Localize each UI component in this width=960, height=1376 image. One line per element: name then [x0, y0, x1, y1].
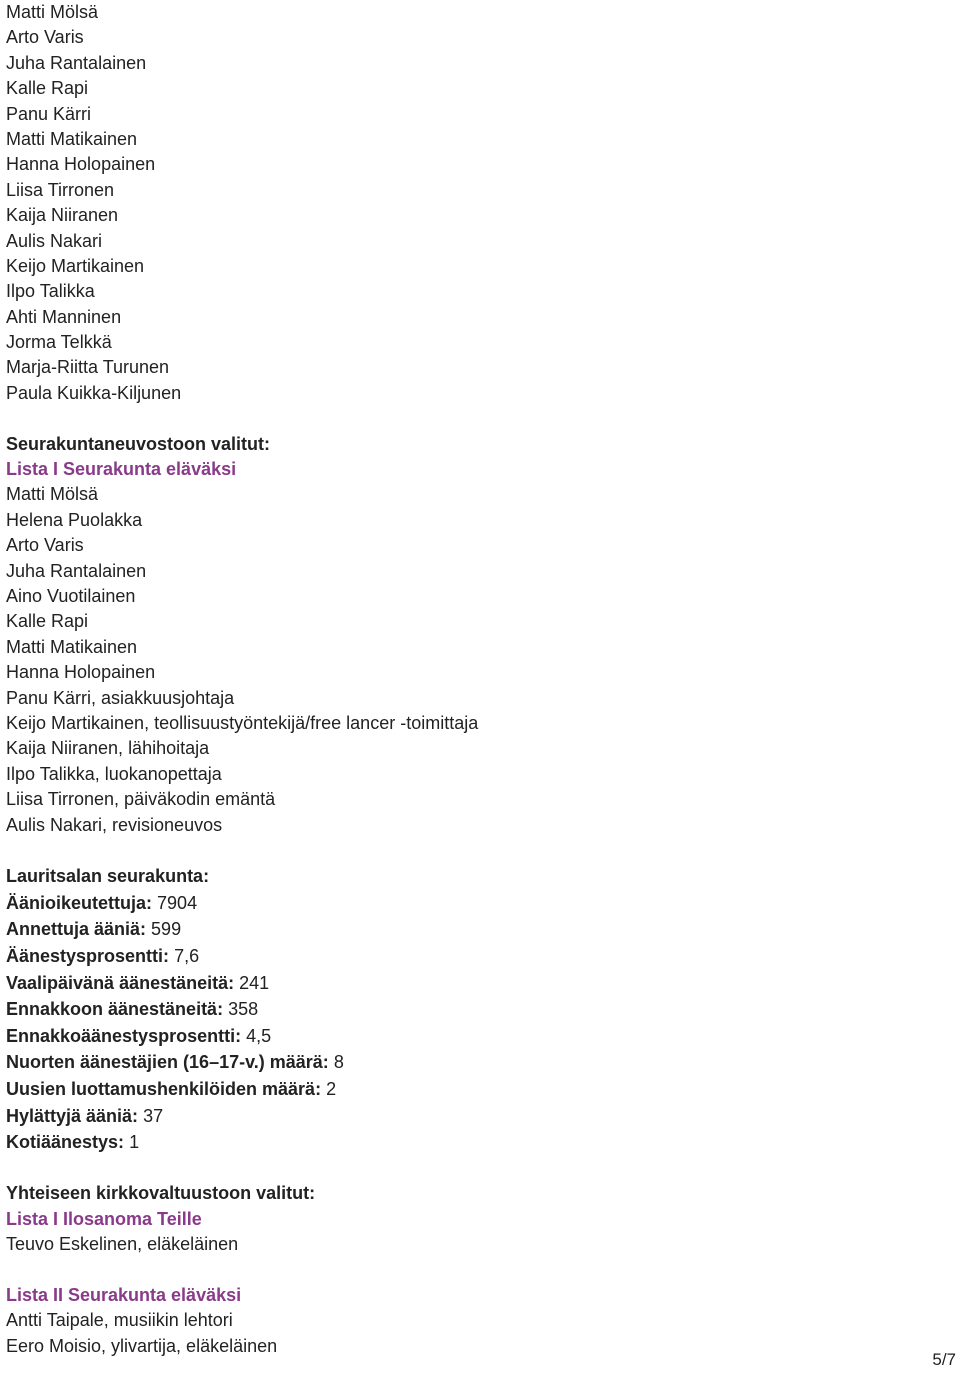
list-item: Ahti Manninen: [6, 306, 122, 327]
list-item: Hanna Holopainen: [6, 662, 156, 683]
stat-row-advance-turnout: [6, 1023, 946, 1050]
list-item: Aino Vuotilainen: [6, 585, 136, 606]
list-item: Eero Moisio, ylivartija, eläkeläinen: [6, 1335, 278, 1356]
stat-value: 1: [129, 1132, 140, 1153]
list-item: Liisa Tirronen: [6, 179, 115, 200]
list-item: Matti Mölsä: [6, 484, 99, 505]
list-item: Ilpo Talikka, luokanopettaja: [6, 763, 222, 784]
stat-label: Äänestysprosentti:: [6, 946, 170, 967]
list-item: Juha Rantalainen: [6, 52, 147, 73]
list-item: Antti Taipale, musiikin lehtori: [6, 1310, 233, 1331]
stat-row-turnout: [6, 943, 946, 970]
spacer: [6, 838, 946, 863]
list-item: Matti Matikainen: [6, 636, 138, 657]
list-item: Marja-Riitta Turunen: [6, 357, 170, 378]
parish-stats-section: [6, 863, 946, 1156]
list-item: Helena Puolakka: [6, 509, 143, 530]
document-page: [6, 0, 946, 1359]
section-heading: Lauritsalan seurakunta:: [6, 866, 210, 887]
list-item: Kaija Niiranen: [6, 205, 119, 226]
stat-label: Hylättyjä ääniä:: [6, 1105, 139, 1126]
list-item: Panu Kärri: [6, 103, 92, 124]
list-item: Keijo Martikainen, teollisuustyöntekijä/free lancer -toimittaja: [6, 712, 479, 733]
list-item: Kalle Rapi: [6, 78, 89, 99]
list-item: Paula Kuikka-Kiljunen: [6, 382, 182, 403]
stat-label: Kotiäänestys:: [6, 1132, 125, 1153]
stat-value: 37: [143, 1105, 164, 1126]
spacer: [6, 406, 946, 431]
list-item: Kalle Rapi: [6, 611, 89, 632]
list-item: Kaija Niiranen, lähihoitaja: [6, 738, 210, 759]
stat-label: Ennakkoon äänestäneitä:: [6, 999, 224, 1020]
list-item: Juha Rantalainen: [6, 560, 147, 581]
spacer: [6, 1156, 946, 1181]
section-heading: Yhteiseen kirkkovaltuustoon valitut:: [6, 1183, 316, 1204]
stat-label: Uusien luottamushenkilöiden määrä:: [6, 1079, 322, 1100]
list-item: Jorma Telkkä: [6, 332, 112, 353]
stat-row-eligible-voters: [6, 890, 946, 917]
section-heading: Seurakuntaneuvostoon valitut:: [6, 433, 271, 454]
stat-row-home-voting: [6, 1129, 946, 1156]
stat-value: 358: [228, 999, 259, 1020]
list-item: Arto Varis: [6, 27, 84, 48]
stat-label: Ennakkoäänestysprosentti:: [6, 1025, 242, 1046]
list-item: Liisa Tirronen, päiväkodin emäntä: [6, 789, 276, 810]
list-item: Arto Varis: [6, 535, 84, 556]
stat-value: 7904: [157, 892, 198, 913]
stat-value: 7,6: [174, 946, 200, 967]
stat-value: 2: [326, 1079, 337, 1100]
list-item: Teuvo Eskelinen, eläkeläinen: [6, 1233, 239, 1254]
spacer: [6, 1257, 946, 1282]
stat-row-votes-cast: [6, 916, 946, 943]
page-number: 5/7: [932, 1350, 956, 1369]
top-names-list: [6, 0, 946, 406]
list-item: Matti Matikainen: [6, 128, 138, 149]
list-item: Hanna Holopainen: [6, 154, 156, 175]
stat-label: Annettuja ääniä:: [6, 919, 147, 940]
stat-row-advance-voters: [6, 996, 946, 1023]
list-title: Lista I Seurakunta eläväksi: [6, 459, 237, 480]
list-item: Aulis Nakari: [6, 230, 103, 251]
list-item: Keijo Martikainen: [6, 255, 145, 276]
stat-label: Äänioikeutettuja:: [6, 892, 153, 913]
list-item: Aulis Nakari, revisioneuvos: [6, 814, 223, 835]
list-title: Lista II Seurakunta eläväksi: [6, 1284, 242, 1305]
joint-council-section: [6, 1181, 946, 1359]
stat-value: 599: [151, 919, 182, 940]
stat-label: Vaalipäivänä äänestäneitä:: [6, 972, 235, 993]
stat-value: 241: [239, 972, 270, 993]
list-item: Matti Mölsä: [6, 2, 99, 22]
stat-row-young-voters: [6, 1049, 946, 1076]
stat-row-rejected-votes: [6, 1103, 946, 1130]
list-title: Lista I Ilosanoma Teille: [6, 1208, 202, 1229]
council-section: [6, 432, 946, 838]
list-item: Ilpo Talikka: [6, 281, 95, 302]
stat-value: 4,5: [246, 1025, 272, 1046]
stat-row-new-trustees: [6, 1076, 946, 1103]
stat-label: Nuorten äänestäjien (16–17-v.) määrä:: [6, 1052, 329, 1073]
stat-row-election-day-voters: [6, 970, 946, 997]
list-item: Panu Kärri, asiakkuusjohtaja: [6, 687, 235, 708]
stat-value: 8: [333, 1052, 344, 1073]
